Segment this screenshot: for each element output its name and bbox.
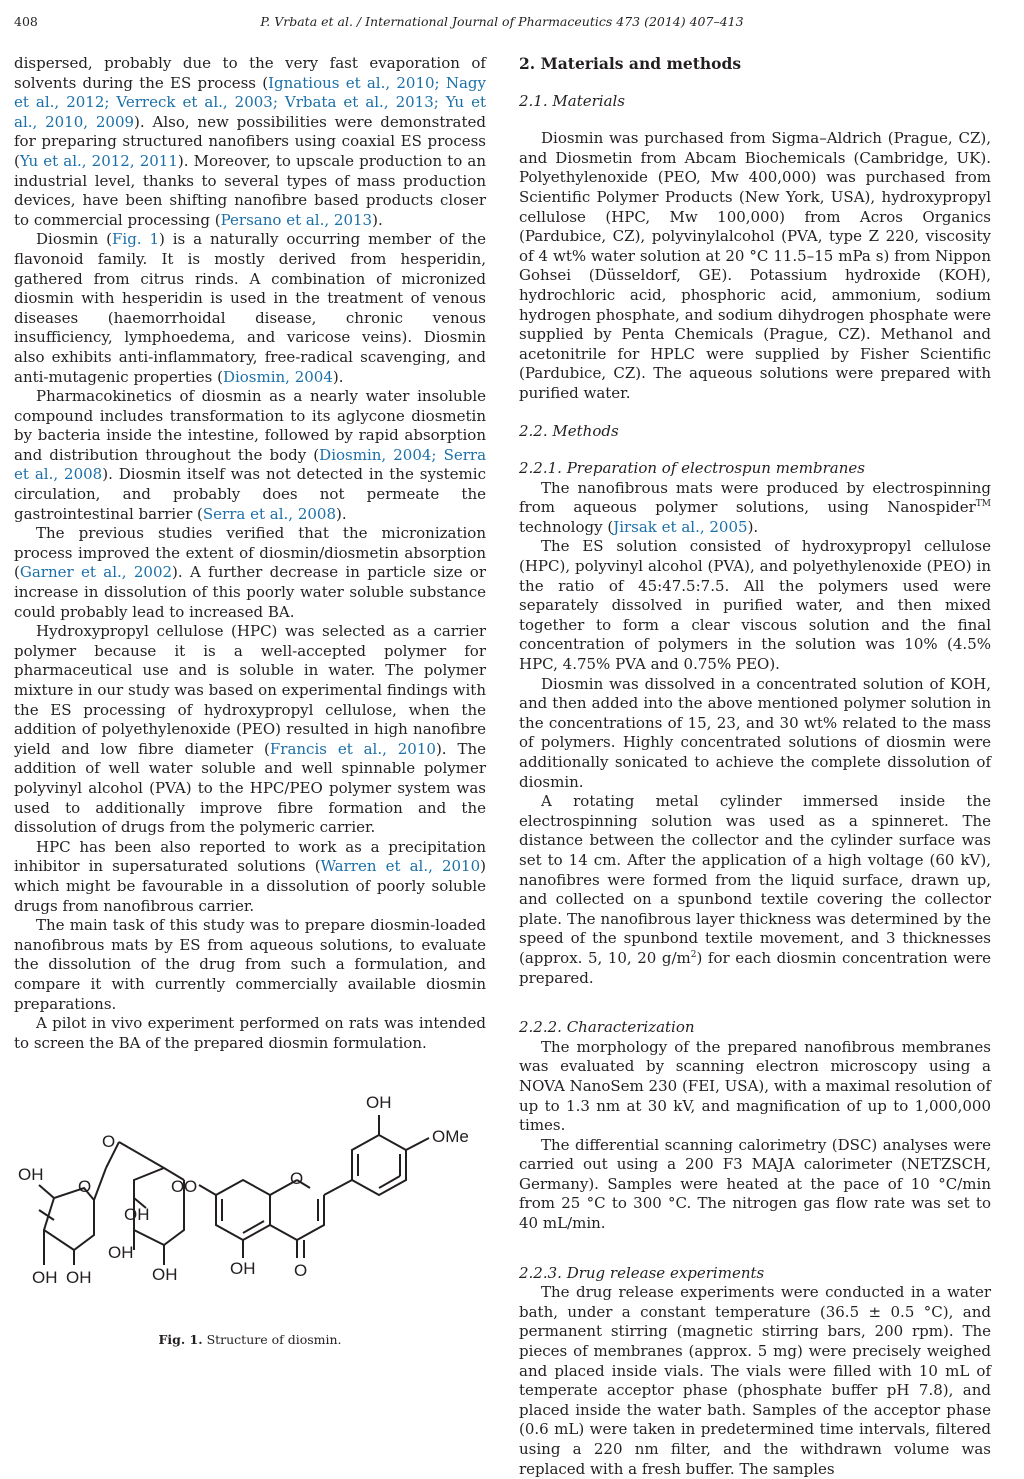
paragraph: The morphology of the prepared nanofibrous membranes was evaluated by scanning electron microscopy using a NOVA NanoSem 230 (FEI, USA), with a maximal resolution of up to 1.3 nm at 30 kV, and magnification of up to 1,000,000 times. [519,1037,991,1135]
label-o-chain: O [102,1132,116,1151]
citation-link[interactable]: Jirsak et al., 2005 [613,517,748,536]
subsection-heading-methods: 2.2. Methods [519,421,619,440]
paragraph: The differential scanning calorimetry (DSC) analyses were carried out using a 200 F3 MAJA calorimeter (NETZSCH, Germany). Samples were heated at the pace of 10 °C/min from 25 °C to 300 °C. The nitrogen gas flow rate was set to 40 mL/min. [519,1135,991,1233]
right-column [519,54,991,1479]
paragraph: The drug release experiments were conducted in a water bath, under a constant temperature (36.5 ± 0.5 °C), and permanent stirring (magnetic stirring bars, 200 rpm). The pieces of membranes (approx. 5 mg) were precisely weighed and placed inside vials. The vials were filled with 10 mL of temperate acceptor phase (phosphate buffer pH 7.8), and placed inside the water bath. Samples of the acceptor phase (0.6 mL) were taken in predetermined time intervals, filtered using a 220 nm filter, and the withdrawn volume was replaced with a fresh buffer. The samples [519,1283,991,1478]
paragraph: The nanofibrous mats were produced by electrospinning from aqueous polymer solutions, using Nanospider™ technology (Jirsak et al., 2005). [519,478,991,536]
diosmin-structure [14,1080,486,1325]
paragraph: Diosmin was purchased from Sigma–Aldrich (Prague, CZ), and Diosmetin from Abcam Biochemicals (Cambridge, UK). Polyethylenoxide (PEO, Mw 400,000) was purchased from Scientific Polymer Products (New York, USA), hydroxypropyl cellulose (HPC, Mw 100,000) from Acros Organics (Pardubice, CZ), polyvinylalcohol (PVA, type Z 220, viscosity of 4 wt% water solution at 20 °C 11.5–15 mPa s) from Nippon Gohsei (Düsseldorf, GE). Potassium hydroxide (KOH), hydrochloric acid, phosphoric acid, ammonium, sodium hydrogen phosphate, and sodium dihydrogen phosphate were supplied by Penta Chemicals (Prague, CZ). Methanol and acetonitrile for HPLC were supplied by Fisher Scientific (Pardubice, CZ). The aqueous solutions were prepared with purified water. [519,129,991,402]
label-oh-bottom1: OH [32,1268,58,1287]
citation-link[interactable]: Ignatious et al., 2010; Nagy et al., 2012; Verreck et al., 2003; Vrbata et al., 2013; Yu et al., 2010, 2009 [14,73,486,131]
section-heading-materials-methods: 2. Materials and methods [519,54,742,73]
label-o-link: O [184,1177,198,1196]
running-header [14,14,990,36]
paragraph: A pilot in vivo experiment performed on rats was intended to screen the BA of the prepared diosmin formulation. [14,1014,486,1052]
subsubsection-heading-characterization: 2.2.2. Characterization [519,1018,695,1037]
paragraph: The main task of this study was to prepare diosmin-loaded nanofibrous mats by ES from aqueous solutions, to evaluate the dissolution of the drug from such a formulation, and compare it with currently commercially available diosmin preparations. [14,916,486,1013]
label-oh-a-ring: OH [230,1259,256,1278]
citation-link[interactable]: Yu et al., 2012, 2011 [19,151,178,170]
caption-text: Structure of diosmin. [206,1332,342,1347]
citation-link[interactable]: Garner et al., 2002 [19,563,173,582]
superscript: 2 [690,949,697,960]
citation-link[interactable]: Serra et al., 2008 [202,504,336,523]
paragraph: HPC has been also reported to work as a precipitation inhibitor in supersaturated solutions (Warren et al., 2010) which might be favourable in a dissolution of poorly soluble drugs from nanofibrous carrier. [14,837,486,915]
label-oh-bottom2: OH [66,1268,92,1287]
label-oh-sugar1: OH [18,1165,44,1184]
citation-link[interactable]: Diosmin, 2004 [222,367,333,386]
paragraph: The ES solution consisted of hydroxypropyl cellulose (HPC), polyvinyl alcohol (PVA), and polyethylenoxide (PEO) in the ratio of 45:47.5:7.5. All the polymers used were separately dissolved in purified water, and then mixed together to form a clear viscous solution and the final concentration of polymers in the solution was 10% (4.5% HPC, 4.75% PVA and 0.75% PEO). [519,537,991,674]
subsubsection-heading-drug-release: 2.2.3. Drug release experiments [519,1263,765,1282]
citation-link[interactable]: Persano et al., 2013 [220,210,373,229]
paragraph: The previous studies verified that the micronization process improved the extent of diosmin/diosmetin absorption (Garner et al., 2002). A further decrease in particle size or increase in dissolution of this poorly water soluble substance could probably lead to increased BA. [14,524,486,621]
paragraph: Pharmacokinetics of diosmin as a nearly water insoluble compound includes transformation to its aglycone diosmetin by bacteria inside the intestine, followed by rapid absorption and distribution throughout the body (Diosmin, 2004; Serra et al., 2008). Diosmin itself was not detected in the systemic circulation, and probably does not permeate the gastrointestinal barrier (Serra et al., 2008). [14,387,487,523]
paragraph: Hydroxypropyl cellulose (HPC) was selected as a carrier polymer because it is a well-accepted polymer for pharmaceutical use and is soluble in water. The polymer mixture in our study was based on experimental findings with the ES processing of hydroxypropyl cellulose, when the addition of polyethylenoxide (PEO) resulted in high nanofibre yield and low fibre diameter (Francis et al., 2010). The addition of well water soluble and well spinnable polymer polyvinyl alcohol (PVA) to the HPC/PEO polymer system was used to additionally improve fibre formation and the dissolution of drugs from the polymeric carrier. [14,622,486,837]
paragraph: A rotating metal cylinder immersed inside the electrospinning solution was used as a spinneret. The distance between the collector and the cylinder surface was set to 14 cm. After the application of a high voltage (60 kV), nanofibres were formed from the liquid surface, drawn up, and collected on a spunbond textile covering the collector plate. The nanofibrous layer thickness was determined by the speed of the spunbond textile movement, and 3 thicknesses (approx. 5, 10, 20 $g/m^2$) for each diosmin concentration were prepared. [519,792,991,987]
label-oh-sugar2b: OH [108,1243,134,1262]
subsection-heading-materials: 2.1. Materials [519,91,626,110]
citation-link[interactable]: Fig. 1 [111,230,159,249]
citation-link[interactable]: Diosmin, 2004; Serra et al., 2008 [14,445,487,484]
caption-label: Fig. 1. [158,1332,203,1347]
structure-bonds [39,1115,429,1265]
journal-citation: P. Vrbata et al. / International Journal of Pharmaceutics 473 (2014) 407–413 [260,14,744,29]
label-o-keto: O [294,1261,308,1280]
label-oh-top: OH [366,1093,392,1112]
subsubsection-heading-preparation: 2.2.1. Preparation of electrospun membranes [519,459,865,478]
label-ome: OMe [432,1127,469,1146]
superscript: TM [975,499,991,510]
page-number: 408 [14,14,38,29]
label-oh-bottom3: OH [152,1265,178,1284]
label-o-ring1: O [78,1177,92,1196]
paragraph: Diosmin was dissolved in a concentrated solution of KOH, and then added into the above mentioned polymer solution in the concentrations of 15, 23, and 30 wt% related to the mass of polymers. Highly concentrated solutions of diosmin were additionally sonicated to achieve the complete dissolution of diosmin. [519,674,991,791]
label-o-ring2: O [171,1177,185,1196]
label-oh-sugar2a: OH [124,1205,150,1224]
figure-1 [14,1080,486,1360]
citation-link[interactable]: Warren et al., 2010 [320,857,481,876]
figure-caption [14,1332,486,1347]
paragraph: Diosmin (Fig. 1) is a naturally occurring member of the flavonoid family. It is mostly derived from hesperidin, gathered from citrus rinds. A combination of micronized diosmin with hesperidin is used in the treatment of venous diseases (haemorrhoidal disease, chronic venous insufficiency, lymphoedema, and varicose veins). Diosmin also exhibits anti-inflammatory, free-radical scavenging, and anti-mutagenic properties (Diosmin, 2004). [14,230,487,386]
citation-link[interactable]: Francis et al., 2010 [269,739,436,758]
left-column [14,54,486,1053]
paragraph: dispersed, probably due to the very fast evaporation of solvents during the ES process (Ignatious et al., 2010; Nagy et al., 2012; Verreck et al., 2003; Vrbata et al., 2013; Yu et al., 2010, 2009). Also, new possibilities were demonstrated for preparing structured nanofibers using coaxial ES process (Yu et al., 2012, 2011). Moreover, to upscale production to an industrial level, thanks to several types of mass production devices, have been shifting nanofibre based products closer to commercial processing (Persano et al., 2013). [14,54,487,229]
label-o-pyrone: O [290,1169,304,1188]
